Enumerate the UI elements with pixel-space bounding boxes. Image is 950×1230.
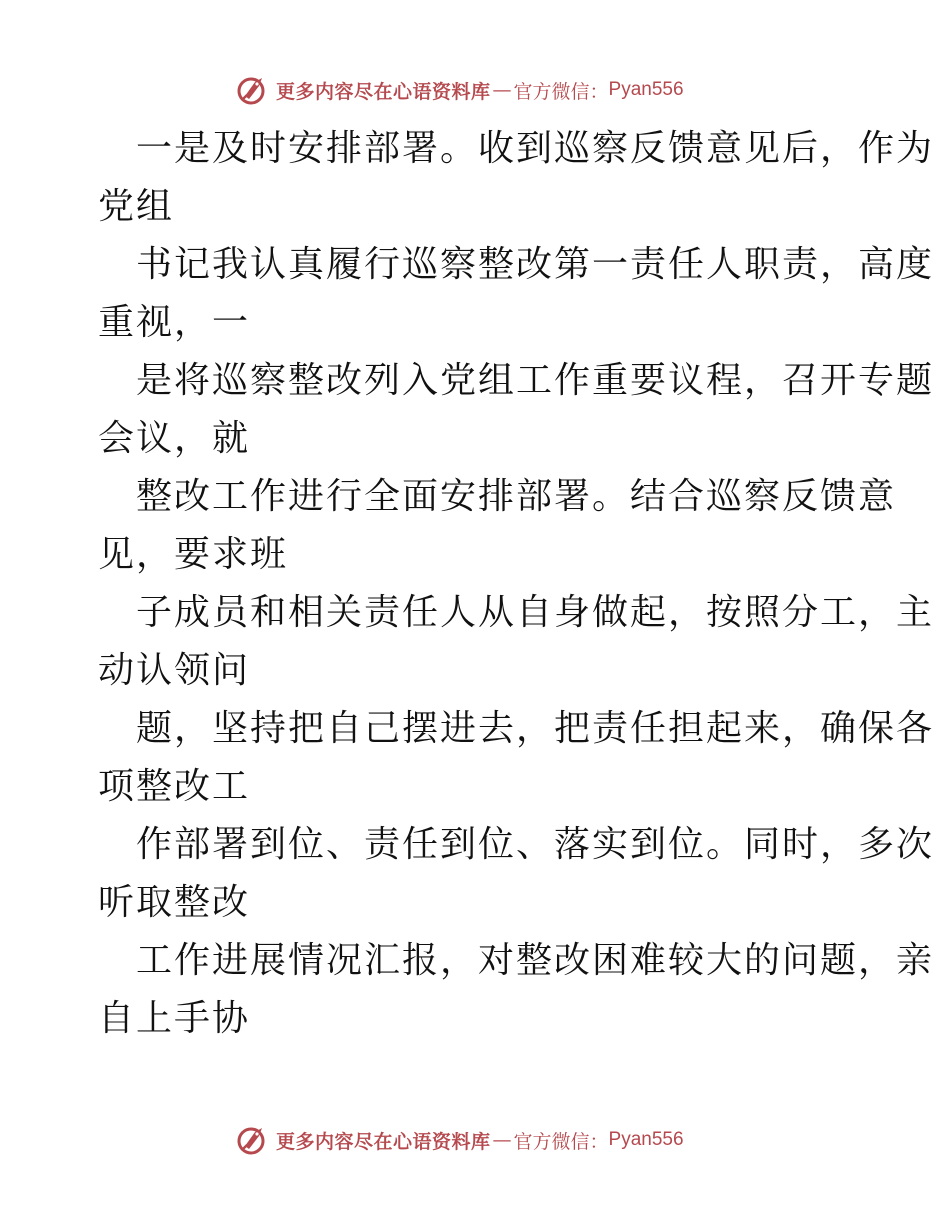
body-line: 会议，就 xyxy=(98,418,251,459)
body-line: 一是及时安排部署。收到巡察反馈意见后，作为 xyxy=(136,128,935,169)
body-line: 是将巡察整改列入党组工作重要议程，召开专题 xyxy=(136,360,935,401)
body-line: 动认领问 xyxy=(98,650,251,691)
body-line: 作部署到位、责任到位、落实到位。同时，多次 xyxy=(136,824,935,865)
banner-separator: — xyxy=(492,79,512,101)
banner-wechat-label: 官方微信： xyxy=(513,1130,609,1153)
body-line: 工作进展情况汇报，对整改困难较大的问题，亲 xyxy=(136,940,935,981)
body-line: 书记我认真履行巡察整改第一责任人职责，高度 xyxy=(136,244,935,285)
body-line: 子成员和相关责任人从自身做起，按照分工，主 xyxy=(136,592,935,633)
footer-banner xyxy=(236,1122,684,1158)
body-line: 重视，一 xyxy=(98,302,251,343)
body-line: 自上手协 xyxy=(98,998,251,1039)
body-line: 党组 xyxy=(98,186,175,227)
document-body xyxy=(98,120,935,1048)
body-line: 见，要求班 xyxy=(98,534,289,575)
banner-brand-text: 更多内容尽在心语资料库 xyxy=(276,1130,491,1153)
banner-wechat-label: 官方微信： xyxy=(513,80,609,103)
banner-brand-text: 更多内容尽在心语资料库 xyxy=(276,80,491,103)
banner-separator: — xyxy=(492,1129,512,1151)
pen-nib-logo-icon xyxy=(236,1124,268,1156)
pen-nib-logo-icon xyxy=(236,74,268,106)
body-line: 题，坚持把自己摆进去，把责任担起来，确保各 xyxy=(136,708,935,749)
body-line: 项整改工 xyxy=(98,766,251,807)
banner-wechat-id: Pyan556 xyxy=(608,79,684,100)
body-line: 听取整改 xyxy=(98,882,251,923)
header-banner xyxy=(236,72,684,108)
banner-wechat-id: Pyan556 xyxy=(608,1129,684,1150)
body-line: 整改工作进行全面安排部署。结合巡察反馈意 xyxy=(136,476,897,517)
